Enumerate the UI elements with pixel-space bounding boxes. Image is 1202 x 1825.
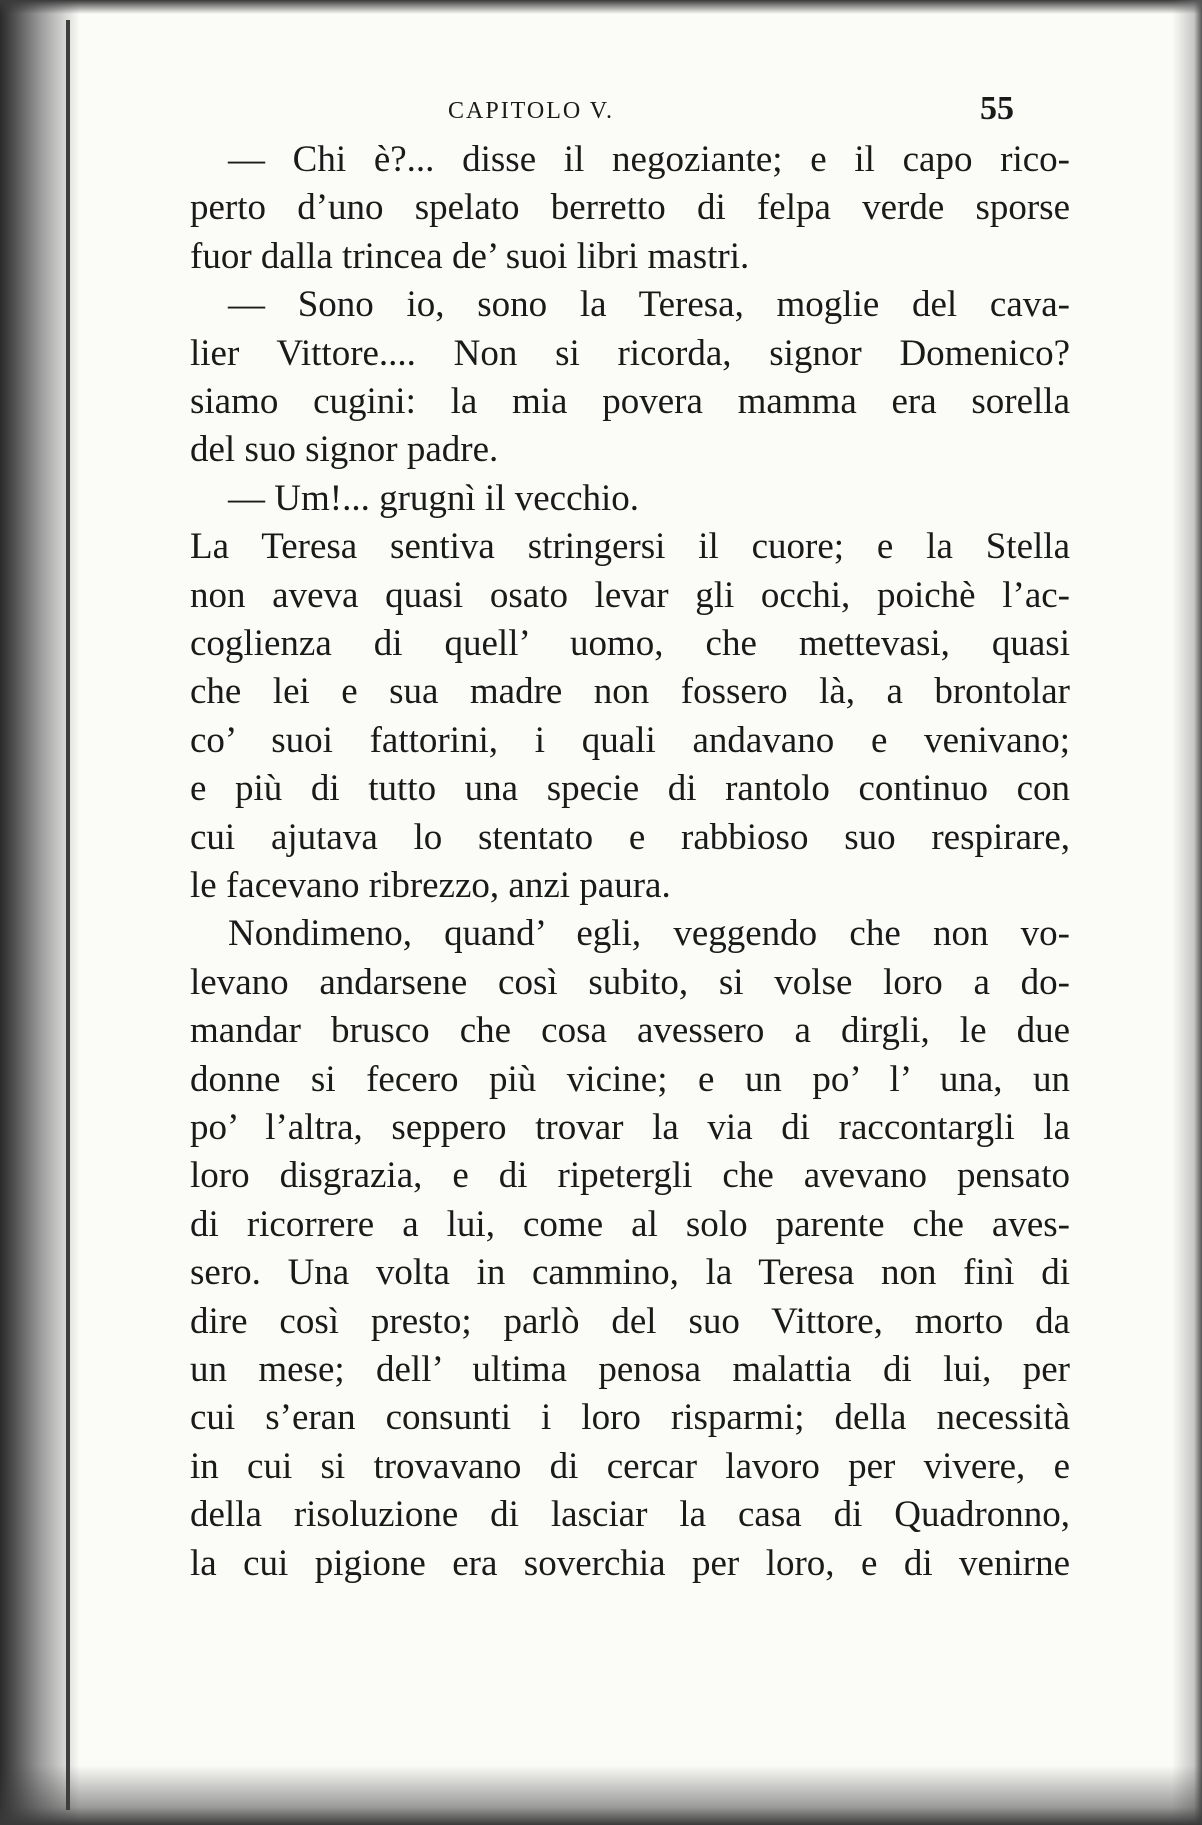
text-line: — Um!... grugnì il vecchio. (228, 477, 640, 519)
binding-edge (66, 20, 70, 1810)
text-line: lier Vittore.... Non si ricorda, signor Domenico? (190, 332, 1070, 374)
text-line: coglienza di quell’ uomo, che mettevasi, quasi (190, 623, 1070, 664)
text-line: e più di tutto una specie di rantolo continuo con (190, 768, 1070, 810)
text-line: po’ l’altra, seppero trovar la via di raccontargli la (190, 1107, 1070, 1148)
text-line: loro disgrazia, e di ripetergli che avevano pensato (190, 1155, 1070, 1197)
text-line: co’ suoi fattorini, i quali andavano e venivano; (190, 719, 1070, 761)
text-line: che lei e sua madre non fossero là, a brontolar (190, 671, 1070, 713)
text-line: cui ajutava lo stentato e rabbioso suo respirare, (190, 816, 1070, 858)
text-line: fuor dalla trincea de’ suoi libri mastri. (190, 235, 750, 277)
body-text (190, 140, 1070, 1710)
text-line: levano andarsene così subito, si volse loro a do- (190, 961, 1070, 1003)
text-line: La Teresa sentiva stringersi il cuore; e la Stella (190, 526, 1070, 568)
page-number: 55 (980, 90, 1014, 127)
text-line: la cui pigione era soverchia per loro, e di venirne (190, 1542, 1070, 1584)
text-line: dire così presto; parlò del suo Vittore, morto da (190, 1300, 1070, 1342)
bottom-page-edge (0, 1765, 1202, 1825)
top-page-edge (0, 0, 1202, 14)
text-line: perto d’uno spelato berretto di felpa verde sporse (190, 187, 1070, 229)
text-line: — Chi è?... disse il negoziante; e il capo rico- (228, 139, 1070, 180)
text-line: cui s’eran consunti i loro risparmi; della necessità (190, 1397, 1070, 1439)
text-line: di ricorrere a lui, come al solo parente che aves- (190, 1203, 1070, 1245)
text-line: del suo signor padre. (190, 429, 499, 471)
chapter-title: CAPITOLO V. (448, 98, 615, 124)
running-head (190, 90, 1030, 140)
text-line: donne si fecero più vicine; e un po’ l’ una, un (190, 1058, 1070, 1100)
right-page-edge (1172, 0, 1202, 1825)
text-line: siamo cugini: la mia povera mamma era sorella (190, 381, 1070, 422)
text-line: in cui si trovavano di cercar lavoro per vivere, e (190, 1445, 1070, 1487)
text-line: Nondimeno, quand’ egli, veggendo che non vo- (228, 913, 1070, 955)
text-line: un mese; dell’ ultima penosa malattia di lui, per (190, 1349, 1070, 1390)
text-line: non aveva quasi osato levar gli occhi, poichè l’ac- (190, 574, 1070, 616)
text-line: sero. Una volta in cammino, la Teresa non finì di (190, 1252, 1070, 1294)
text-line: mandar brusco che cosa avessero a dirgli, le due (190, 1010, 1070, 1052)
text-line: le facevano ribrezzo, anzi paura. (190, 865, 671, 906)
text-line: — Sono io, sono la Teresa, moglie del cava- (228, 284, 1070, 326)
text-line: della risoluzione di lasciar la casa di Quadronno, (190, 1494, 1070, 1536)
